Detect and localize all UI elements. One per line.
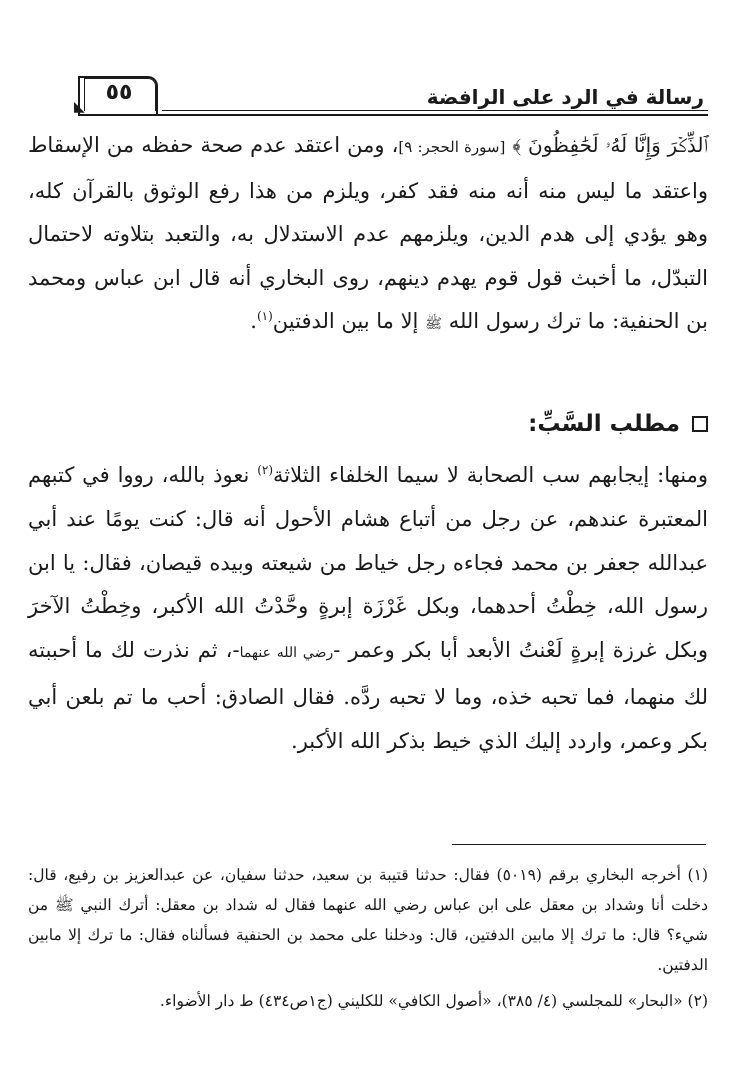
footnote-separator [452,844,706,845]
paragraph-1-end: . [250,309,257,333]
header-rule-thin [162,110,708,111]
paragraph-2 [28,454,708,764]
footnote-1: (١) أخرجه البخاري برقم (٥٠١٩) فقال: حدثنا قتيبة بن سعيد، حدثنا سفيان، عن عبدالعزيز بن رفيع، قال: دخلت أنا وشداد بن معقل على ابن عباس رضي الله عنهما فقال له شداد بن معقل: أترك النبي ﷺ من شيء؟ قال: ما ترك إلا مابين الدفتين، قال: ودخلنا على محمد بن الحنفية فسألناه فقال: ما ترك إلا مابين الدفتين. [28,866,709,974]
quran-verse: ٱلذِّكۡرَ وَإِنَّا لَهُۥ لَحَٰفِظُونَ ﴾ [512,133,708,157]
running-title: رسالة في الرد على الرافضة [426,85,704,109]
honorific-mark: ﷺ [425,316,442,332]
section-heading-text: مطلب السَّبِّ: [528,411,680,437]
quran-reference: [سورة الحجر: ٩] [398,138,506,156]
paragraph-1-text-b: إلا ما بين الدفتين [272,309,419,333]
footnote-mark-1: (١) [256,309,273,323]
corner-ornament-icon: ◣ [74,99,85,115]
square-bullet-icon [692,416,708,432]
footnotes [28,860,708,1016]
paragraph-2-text-c: -، ثم نذرت لك ما أحببته لك منهما، فما تحبه خذه، وما لا تحبه ردَّه. فقال الصادق: أحب ما تم بلعن أبي بكر وعمر، واردد إليك الذي خيط بذكر الله الأكبر. [28,638,708,753]
paragraph-1-text-a: ، ومن اعتقد عدم صحة حفظه من الإسقاط واعتقد ما ليس منه أنه منه فقد كفر، ويلزم من هذا رفع الوثوق بالقرآن كله، وهو يؤدي إلى هدم الدين، ويلزمهم عدم الاستدلال به، والتعبد بتلاوته لاحتمال التبدّل، ما أخبث قول قوم يهدم دينهم، روى البخاري أنه قال ابن عباس ومحمد بن الحنفية: ما ترك رسول الله [28,133,708,333]
footnote-mark-2: (٢) [257,463,274,477]
honorific-mark-2: رضي الله عنهما [239,645,334,662]
header-rule [78,114,708,116]
paragraph-1 [28,124,708,347]
page-header [74,74,708,115]
section-heading [528,404,708,444]
paragraph-2-text-b: نعوذ بالله، رووا في كتبهم المعتبرة عندهم، عن رجل من أتباع هشام الأحول أنه قال: كنت يومًا عند أبي عبدالله جعفر بن محمد فجاءه رجل خياط من شيعته وبيده قيصان، فقال: يا ابن رسول الله، خِطْتُ أحدهما، وبكل غَرْزَة إبرةٍ وحَّدْتُ الله الأكبر، وخِطْتُ الآخرَ وبكل غرزة إبرةٍ لَعْنتُ الأبعد أبا بكر وعمر - [28,463,708,663]
paragraph-2-text-a: ومنها: إيجابهم سب الصحابة لا سيما الخلفاء الثلاثة [273,463,708,487]
page-number: ٥٥ [105,80,133,105]
footnote-2: (٢) «البحار» للمجلسي (٤/ ٣٨٥)، «أصول الكافي» للكليني (ج١ص٤٣٤) ط دار الأضواء. [159,992,708,1010]
